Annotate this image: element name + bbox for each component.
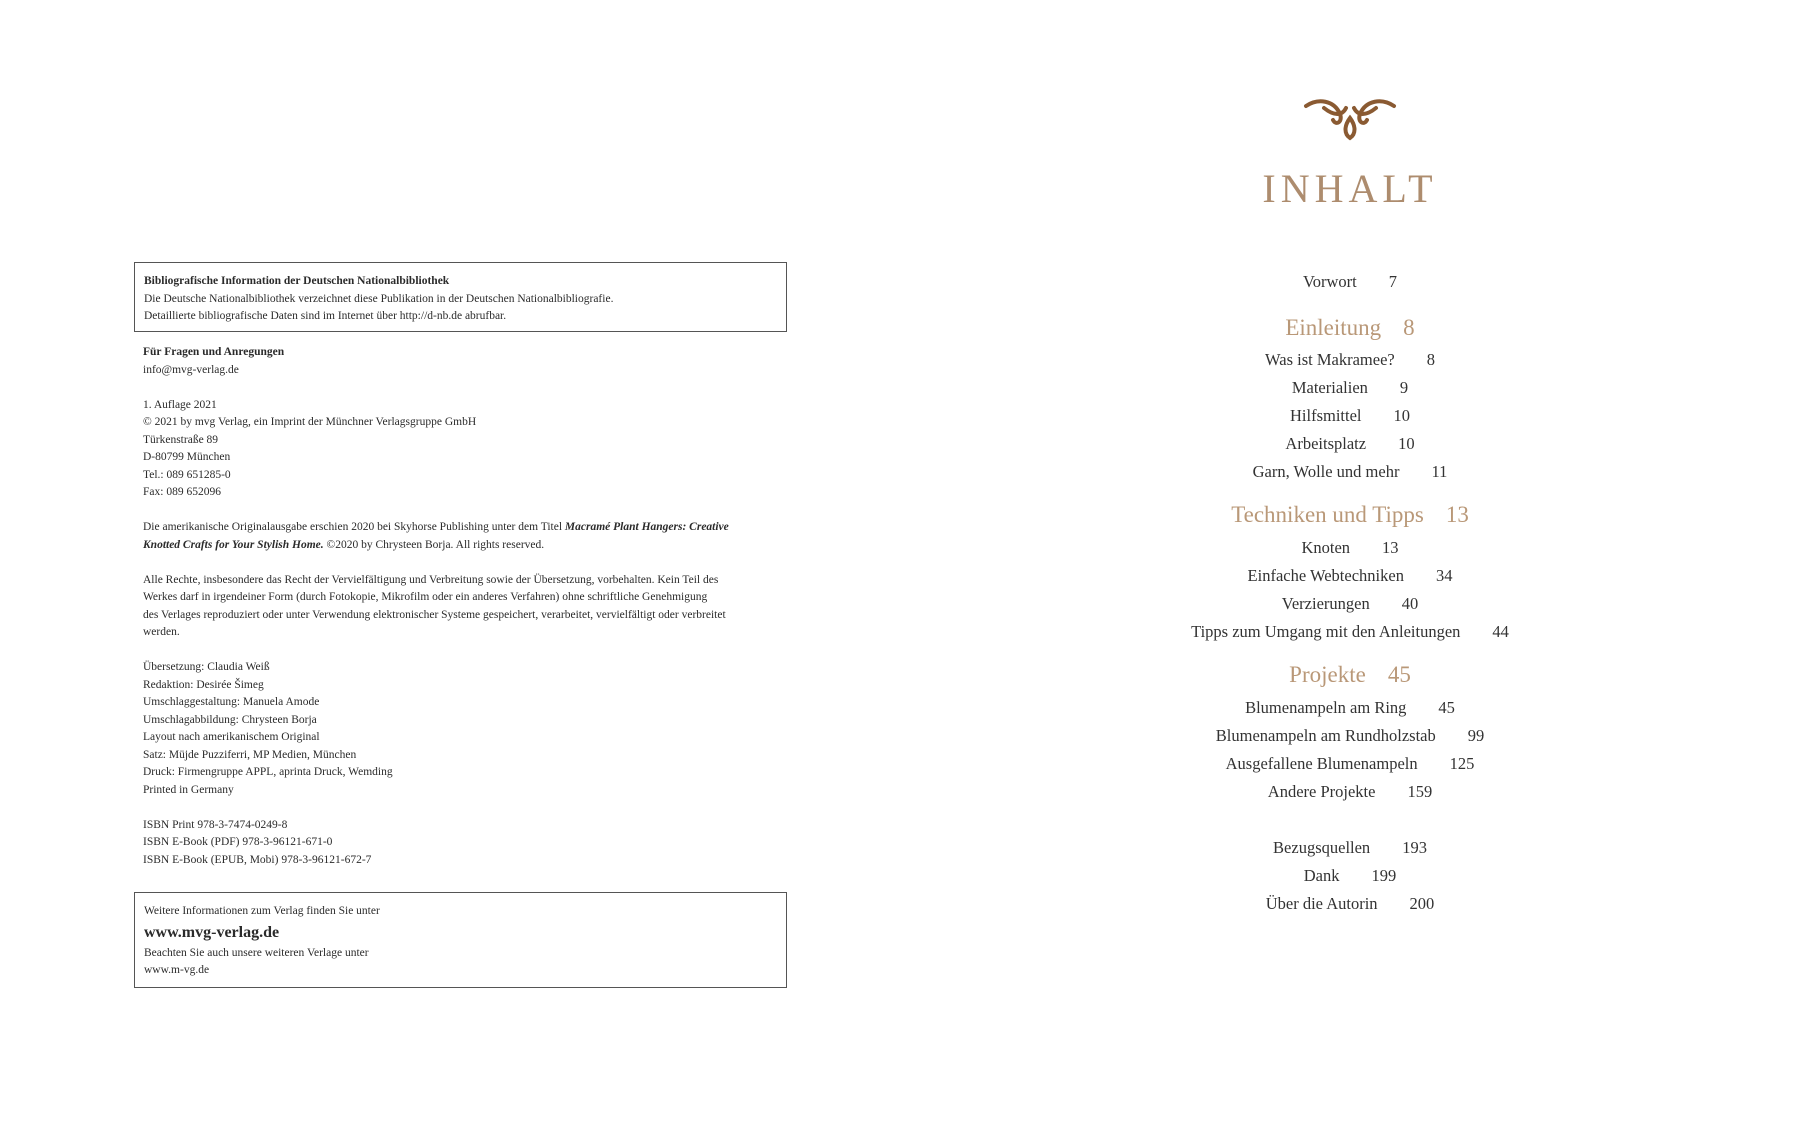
original-edition-line-1 [143, 519, 783, 537]
toc-label: Techniken und Tipps [1231, 502, 1424, 527]
original-pre: Die amerikanische Originalausgabe erschien 2020 bei Skyhorse Publishing unter dem Titel [143, 521, 565, 533]
toc-label: Einleitung [1285, 315, 1382, 340]
toc-page-number: 8 [1403, 315, 1415, 340]
edition-line: 1. Auflage 2021 [143, 398, 217, 411]
toc-label: Hilfsmittel [1290, 406, 1362, 425]
credit-line: Layout nach amerikanischem Original [143, 731, 320, 743]
toc-page-number: 34 [1435, 566, 1453, 585]
edition-line: Fax: 089 652096 [143, 486, 221, 498]
toc-label: Über die Autorin [1265, 894, 1378, 913]
toc-entry [1100, 462, 1600, 482]
credit-line: Umschlagabbildung: Chrysteen Borja [143, 713, 317, 726]
toc-page-number: 13 [1382, 538, 1399, 557]
web-line-1: Weitere Informationen zum Verlag finden Sie unter [144, 905, 380, 917]
biblio-line-2: Detaillierte bibliografische Daten sind im Internet über http://d-nb.de abrufbar. [144, 310, 507, 322]
toc-page-number: 8 [1426, 350, 1435, 369]
toc-section-heading [1100, 662, 1600, 688]
rights-line: Alle Rechte, insbesondere das Recht der Vervielfältigung und Verbreitung sowie der Übersetzung, vorbehalten. Kein Teil des [143, 573, 719, 586]
toc-section-heading [1100, 502, 1600, 528]
contact-email: info@mvg-verlag.de [143, 363, 239, 376]
toc-label: Was ist Makramee? [1265, 350, 1395, 369]
toc-label: Blumenampeln am Rundholzstab [1215, 726, 1436, 745]
toc-page-number: 45 [1438, 698, 1455, 717]
isbn-line: ISBN E-Book (PDF) 978-3-96121-671-0 [143, 836, 333, 848]
toc-page-number: 44 [1492, 622, 1509, 641]
toc-label: Einfache Webtechniken [1247, 566, 1404, 585]
edition-line: Türkenstraße 89 [143, 433, 219, 446]
toc-entry [1100, 622, 1600, 642]
toc-entry [1100, 350, 1600, 370]
original-title-2: Knotted Crafts for Your Stylish Home. [143, 538, 324, 551]
credit-line: Satz: Müjde Puzziferri, MP Medien, München [143, 748, 357, 761]
publisher-web-box [134, 892, 787, 988]
toc-entry [1100, 594, 1600, 614]
ornament-icon [1300, 96, 1400, 146]
original-title-1: Macramé Plant Hangers: Creative [564, 521, 729, 533]
toc-page-number: 9 [1399, 378, 1409, 397]
toc-label: Materialien [1291, 378, 1368, 397]
toc-entry [1100, 538, 1600, 558]
toc-section-heading [1100, 315, 1600, 341]
publisher-url-2[interactable]: www.m-vg.de [144, 964, 210, 976]
rights-line: werden. [143, 626, 180, 638]
edition-line: D-80799 München [143, 451, 231, 463]
contact-heading: Für Fragen und Anregungen [143, 346, 285, 358]
toc-label: Vorwort [1302, 272, 1357, 291]
biblio-line-1: Die Deutsche Nationalbibliothek verzeichnet diese Publikation in der Deutschen Nationalbibliografie. [144, 292, 614, 305]
toc-entry [1100, 866, 1600, 886]
toc-entry [1100, 378, 1600, 398]
isbn-line: ISBN Print 978-3-7474-0249-8 [143, 818, 288, 831]
biblio-heading: Bibliografische Information der Deutschen Nationalbibliothek [144, 275, 450, 287]
toc-page-number: 200 [1409, 894, 1435, 913]
toc-page-number: 13 [1445, 502, 1469, 527]
toc-label: Bezugsquellen [1273, 838, 1371, 857]
credit-line: Redaktion: Desirée Šimeg [143, 678, 264, 691]
toc-entry [1100, 566, 1600, 586]
rights-line: Werkes darf in irgendeiner Form (durch Fotokopie, Mikrofilm oder ein anderes Verfahren) ohne schriftliche Genehmigung [143, 591, 708, 603]
toc-page-number: 11 [1431, 462, 1448, 481]
toc-entry [1100, 726, 1600, 746]
credit-line: Umschlaggestaltung: Manuela Amode [143, 696, 320, 708]
publisher-url[interactable]: www.mvg-verlag.de [144, 923, 280, 941]
toc-entry [1100, 782, 1600, 802]
toc-label: Andere Projekte [1267, 782, 1376, 801]
toc-page-number: 99 [1467, 726, 1485, 745]
toc-label: Projekte [1289, 662, 1366, 687]
original-edition-line-2 [143, 537, 783, 555]
bibliographic-info-box [134, 262, 787, 332]
toc-entry [1100, 406, 1600, 426]
toc-page-number: 40 [1401, 594, 1419, 613]
toc-entry [1100, 894, 1600, 914]
edition-line: Tel.: 089 651285-0 [143, 468, 231, 481]
toc-entry [1100, 272, 1600, 292]
web-line-3: Beachten Sie auch unsere weiteren Verlage unter [144, 946, 369, 959]
credit-line: Druck: Firmengruppe APPL, aprinta Druck, Wemding [143, 766, 393, 778]
toc-label: Verzierungen [1281, 594, 1370, 613]
toc-title: INHALT [1262, 166, 1438, 211]
toc-page-number: 159 [1407, 782, 1433, 801]
toc-label: Blumenampeln am Ring [1245, 698, 1407, 717]
toc-label: Knoten [1301, 538, 1351, 557]
credit-line: Übersetzung: Claudia Weiß [143, 661, 270, 673]
toc-page-number: 199 [1371, 866, 1397, 885]
toc-entry [1100, 698, 1600, 718]
toc-entry [1100, 838, 1600, 858]
toc-label: Ausgefallene Blumenampeln [1225, 754, 1418, 773]
rights-line: des Verlages reproduziert oder unter Verwendung elektronischer Systeme gespeichert, verarbeitet, vervielfältigt oder verbreitet [143, 608, 726, 621]
toc-page-number: 193 [1402, 838, 1427, 857]
toc-page-number: 10 [1398, 434, 1415, 453]
edition-line: © 2021 by mvg Verlag, ein Imprint der Münchner Verlagsgruppe GmbH [143, 416, 477, 428]
toc-page-number: 125 [1449, 754, 1475, 773]
isbn-line: ISBN E-Book (EPUB, Mobi) 978-3-96121-672-7 [143, 853, 372, 866]
toc-entry [1100, 754, 1600, 774]
original-post: ©2020 by Chrysteen Borja. All rights reserved. [323, 538, 545, 551]
imprint-text [143, 344, 783, 869]
toc-label: Garn, Wolle und mehr [1252, 462, 1400, 481]
toc-page-number: 45 [1387, 662, 1411, 687]
toc-entry [1100, 434, 1600, 454]
toc-page-number: 10 [1393, 406, 1410, 425]
toc-label: Arbeitsplatz [1285, 434, 1367, 453]
toc-page-number: 7 [1388, 272, 1398, 291]
toc-label: Tipps zum Umgang mit den Anleitungen [1191, 622, 1461, 641]
credit-line: Printed in Germany [143, 783, 234, 796]
toc-label: Dank [1303, 866, 1340, 885]
